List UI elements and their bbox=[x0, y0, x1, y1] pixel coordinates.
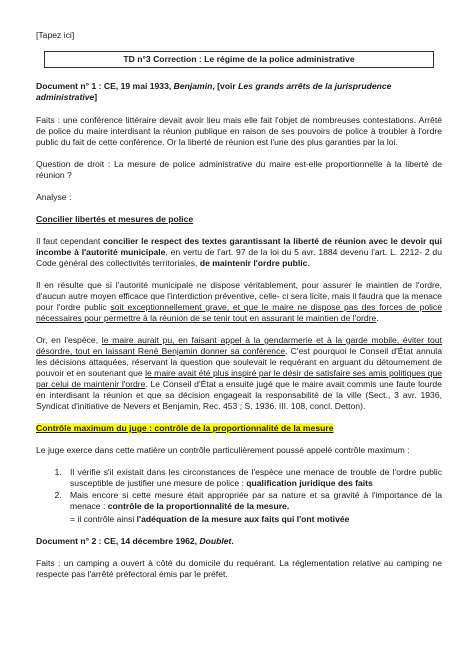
faits-paragraph-2: Faits : un camping a ouvert à côté du domicile du requérant. La réglementation relative au camping ne respecte pas l'arrêté préfectoral émis par le préfet. bbox=[36, 558, 442, 579]
paragraph-en-resulte bbox=[36, 280, 442, 324]
conclusion-text: = il contrôle ainsi bbox=[70, 514, 137, 524]
section-title-controle-text: Contrôle maximum du juge : contrôle de la proportionnalité de la mesure bbox=[36, 423, 334, 433]
list-item-bold: qualification juridique des faits bbox=[246, 478, 373, 488]
para1-text-c: , en vertu de l'art. 97 de la loi du 5 avr. 1884 devenu l'art. L. 2212- 2 du Code général des collectivités territoriales, bbox=[36, 247, 442, 268]
para2-underlined-b: soit exceptionnellement grave, et que le maire ne dispose pas des forces de police nécessaires pour permettre à la réunion de se tenir tout en assurant le maintien de l'ordre bbox=[36, 302, 442, 323]
para3-text-a: Or, en l'espèce, bbox=[36, 335, 102, 345]
section-title-controle bbox=[36, 423, 442, 434]
para2-text-c: . bbox=[376, 313, 379, 323]
doc1-mid: , [voir bbox=[212, 81, 239, 91]
analyse-label: Analyse : bbox=[36, 192, 72, 202]
doc2-prefix: Document n° 2 : CE, 14 décembre 1962, bbox=[36, 536, 200, 546]
para3-text-e: . Le Conseil d'État a ensuite jugé que le maire avait commis une faute lourde en interdisant la réunion et que sa décision engageait la responsabilité de la ville (Sect., 3 avr. 1936, Syndicat d'initiative de Nevers et Benjamin, Rec. 453 ; S. 1936. III. 108, concl. Detton). bbox=[36, 379, 442, 411]
list-item-bold: contrôle de la proportionnalité de la mesure. bbox=[107, 501, 290, 511]
para3-text-c: . C'est pourquoi le Conseil d'État annula les décisions attaquées, réservant la question que soulevait le requérant en arguant du détournement de pouvoir et en soutenant que bbox=[36, 346, 442, 378]
list-item bbox=[64, 490, 442, 512]
controle-intro: Le juge exerce dans cette matière un contrôle particulièrement poussé appelé contrôle maximum : bbox=[36, 445, 410, 455]
question-de-droit: Question de droit : La mesure de police administrative du maire est-elle proportionnelle à la liberté de réunion ? bbox=[36, 159, 442, 180]
para1-bold-b: concilier le respect des textes garantissant la liberté de réunion avec le devoir qui incombe à l'autorité municipale bbox=[36, 236, 442, 257]
doc1-book-title: Les grands arrêts de la jurisprudence administrative bbox=[36, 81, 392, 102]
list-item-text: Il vérifie s'il existait dans les circonstances de l'espèce une menace de trouble de l'ordre public susceptible de justifier une mesure de police : bbox=[70, 467, 442, 488]
doc1-prefix: Document n° 1 : CE, 19 mai 1933, bbox=[36, 81, 174, 91]
para1-bold-d: de maintenir l'ordre public bbox=[199, 258, 308, 268]
document-1-reference bbox=[36, 81, 442, 103]
conclusion-line bbox=[36, 514, 442, 525]
header-placeholder: [Tapez ici] bbox=[36, 30, 75, 40]
doc1-case-name: Benjamin bbox=[173, 81, 213, 91]
para3-underlined-b: le maire aurait pu, en faisant appel à la gendarmerie et à la garde mobile, éviter tout désordre, tout en laissant René Benjamin donner sa conférence bbox=[36, 335, 442, 356]
paragraph-concilier bbox=[36, 236, 442, 269]
document-title: TD n°3 Correction : Le régime de la police administrative bbox=[44, 51, 434, 68]
doc1-suffix: ] bbox=[94, 92, 98, 102]
document-page bbox=[36, 30, 442, 591]
document-2-reference bbox=[36, 536, 442, 547]
para1-text-e: . bbox=[307, 258, 310, 268]
conclusion-bold: l'adéquation de la mesure aux faits qui l'ont motivée bbox=[136, 514, 350, 524]
para3-underlined-d: le maire avait été plus inspiré par le désir de satisfaire ses amis politiques que par celui de maintenir l'ordre bbox=[36, 368, 443, 389]
para1-text-a: Il faut cependant bbox=[36, 236, 104, 246]
doc2-suffix: . bbox=[231, 536, 234, 546]
controle-list bbox=[36, 467, 442, 512]
section-title-concilier: Concilier libertés et mesures de police bbox=[36, 214, 194, 224]
list-item-text: Mais encore si cette mesure était appropriée par sa nature et sa gravité à l'importance de la menace : bbox=[70, 490, 442, 511]
faits-paragraph-1: Faits : une conférence littéraire devait avoir lieu mais elle fait l'objet de nombreuses contestations. Arrêté de police du maire interdisant la réunion publique en raison de ses pouvoirs de police à troubler à l'ordre public du fait de cette conférence. Or la liberté de réunion est l'une des plus garanties par la loi. bbox=[36, 115, 442, 147]
list-item bbox=[64, 467, 442, 489]
para2-text-a: Il en résulte que si l'autorité municipale ne dispose véritablement, pour assurer le maintien de l'ordre, d'aucun autre moyen efficace que l'interdiction préventive, celle- ci sera licite, mais il faudra que la menace pour l'ordre public bbox=[36, 280, 442, 312]
paragraph-en-espece bbox=[36, 335, 442, 412]
doc2-case-name: Doublet bbox=[199, 536, 232, 546]
